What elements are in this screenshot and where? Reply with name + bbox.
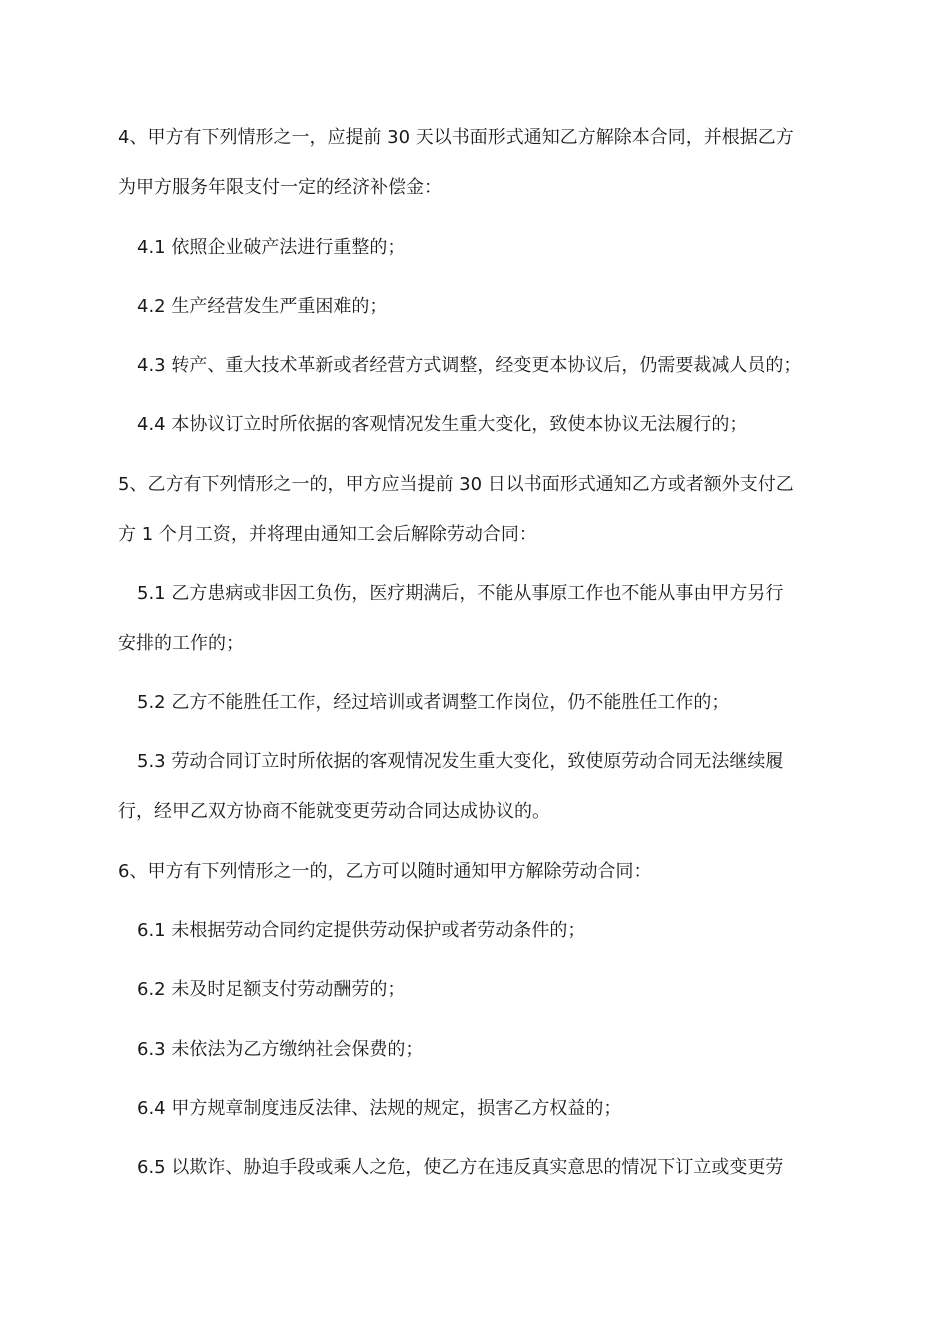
clause-6-5-line-1: 6.5 以欺诈、胁迫手段或乘人之危，使乙方在违反真实意思的情况下订立或变更劳	[137, 1157, 784, 1178]
clause-4-line-1: 4、甲方有下列情形之一，应提前 30 天以书面形式通知乙方解除本合同，并根据乙方	[118, 127, 794, 148]
clause-5-3-line-1: 5.3 劳动合同订立时所依据的客观情况发生重大变化，致使原劳动合同无法继续履	[137, 751, 784, 772]
clause-4-1: 4.1 依照企业破产法进行重整的；	[137, 237, 406, 258]
clause-6-1: 6.1 未根据劳动合同约定提供劳动保护或者劳动条件的；	[137, 920, 586, 941]
clause-5-3-line-2: 行，经甲乙双方协商不能就变更劳动合同达成协议的。	[118, 801, 550, 822]
clause-4-4: 4.4 本协议订立时所依据的客观情况发生重大变化，致使本协议无法履行的；	[137, 414, 748, 435]
clause-4-3: 4.3 转产、重大技术革新或者经营方式调整，经变更本协议后，仍需要裁减人员的；	[137, 355, 802, 376]
clause-5-line-2: 方 1 个月工资，并将理由通知工会后解除劳动合同：	[118, 524, 537, 545]
clause-5-1-line-1: 5.1 乙方患病或非因工负伤，医疗期满后，不能从事原工作也不能从事由甲方另行	[137, 583, 784, 604]
clause-4-line-2: 为甲方服务年限支付一定的经济补偿金：	[118, 177, 442, 198]
clause-5-2: 5.2 乙方不能胜任工作，经过培训或者调整工作岗位，仍不能胜任工作的；	[137, 692, 730, 713]
clause-4-2: 4.2 生产经营发生严重困难的；	[137, 296, 388, 317]
clause-6-2: 6.2 未及时足额支付劳动酬劳的；	[137, 979, 406, 1000]
clause-6-3: 6.3 未依法为乙方缴纳社会保费的；	[137, 1039, 424, 1060]
clause-6-heading: 6、甲方有下列情形之一的，乙方可以随时通知甲方解除劳动合同：	[118, 861, 652, 882]
clause-5-line-1: 5、乙方有下列情形之一的，甲方应当提前 30 日以书面形式通知乙方或者额外支付乙	[118, 474, 794, 495]
clause-5-1-line-2: 安排的工作的；	[118, 633, 244, 654]
clause-6-4: 6.4 甲方规章制度违反法律、法规的规定，损害乙方权益的；	[137, 1098, 622, 1119]
